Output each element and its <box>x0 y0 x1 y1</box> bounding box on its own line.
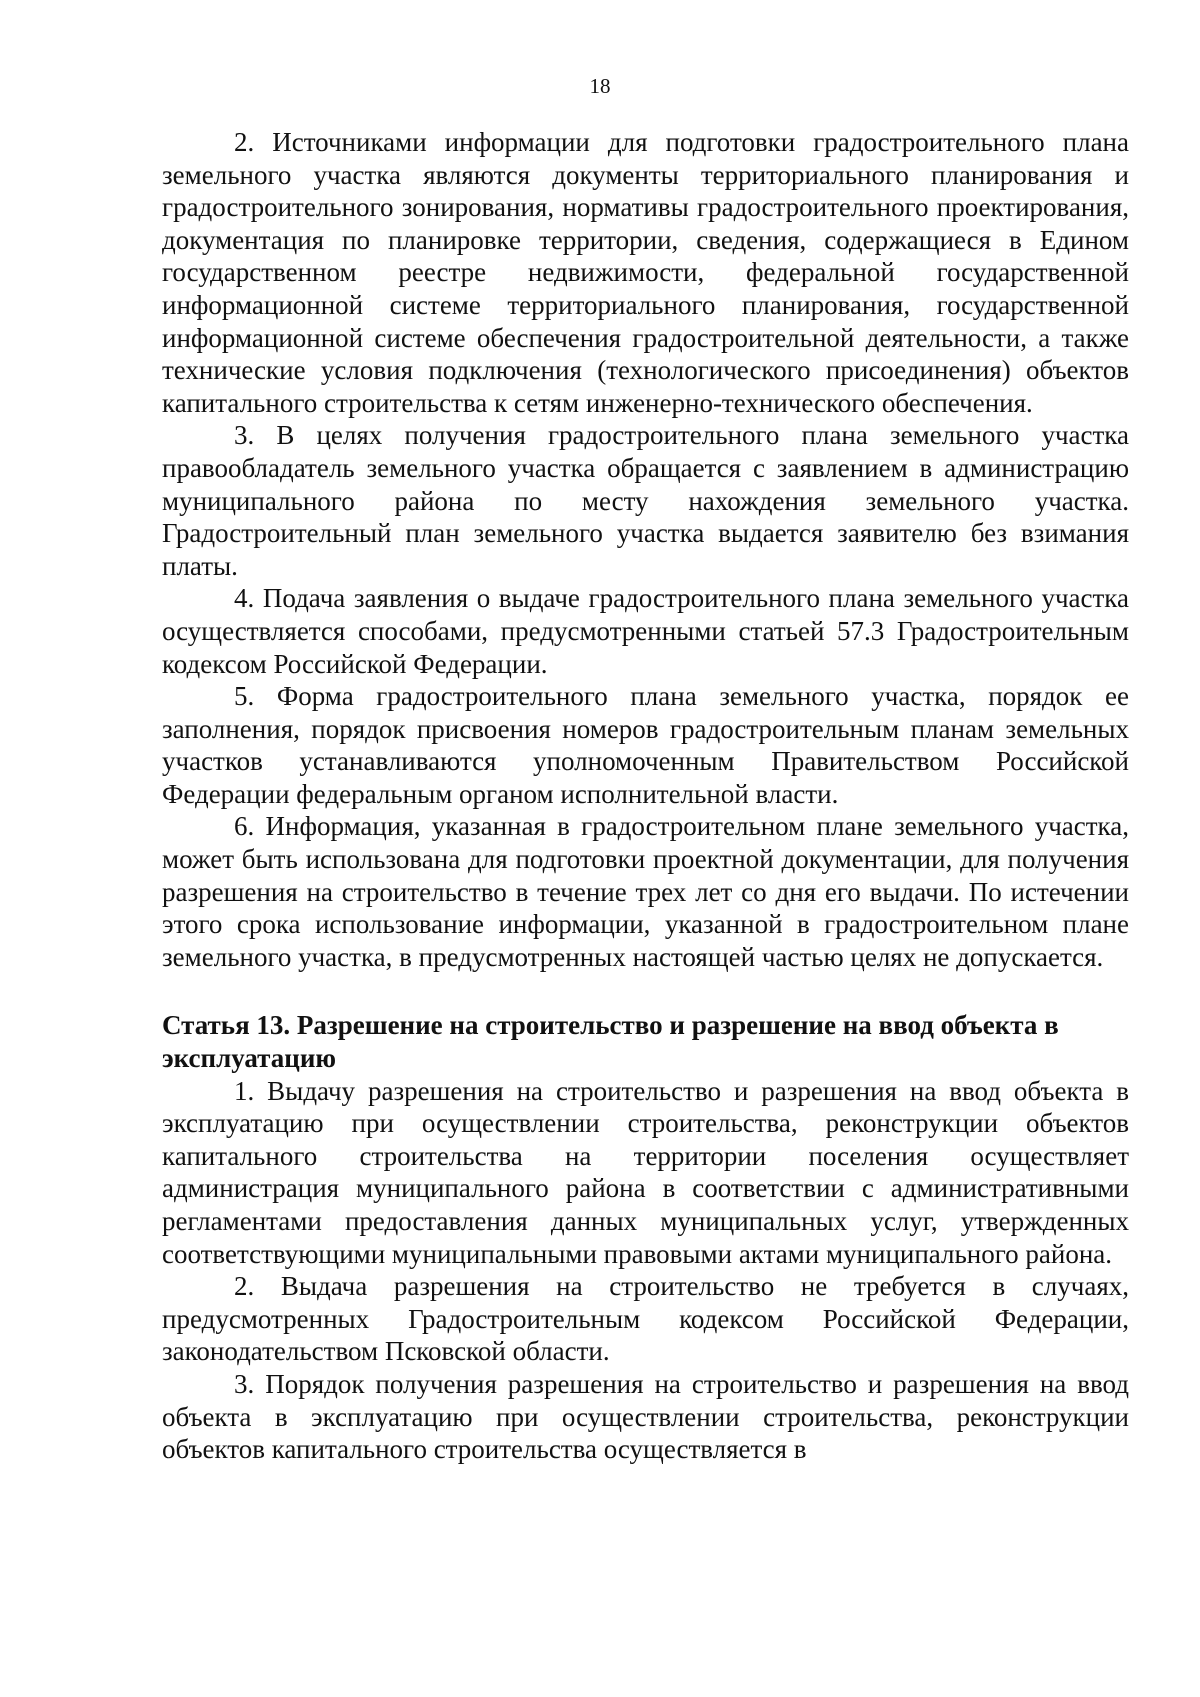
article-13-paragraph-2: 2. Выдача разрешения на строительство не требуется в случаях, предусмотренных Градостроительным кодексом Российской Федерации, законодательством Псковской области. <box>162 1271 1129 1367</box>
article-13-paragraph-3: 3. Порядок получения разрешения на строительство и разрешения на ввод объекта в эксплуатацию при осуществлении строительства, реконструкции объектов капитального строительства осуществляется в <box>162 1368 1129 1465</box>
paragraph-6-plan-validity: 6. Информация, указанная в градостроительном плане земельного участка, может быть использована для подготовки проектной документации, для получения разрешения на строительство в течение трех лет со дня его выдачи. По истечении этого срока использование информации, указанной в градостроительном плане земельного участка, в предусмотренных настоящей частью целях не допускается. <box>162 811 1129 972</box>
paragraph-5-plan-form: 5. Форма градостроительного плана земельного участка, порядок ее заполнения, порядок присвоения номеров градостроительным планам земельных участков устанавливаются уполномоченным Правительством Российской Федерации федеральным органом исполнительной власти. <box>162 681 1129 809</box>
document-body <box>162 126 1129 1466</box>
paragraph-2-information-sources: 2. Источниками информации для подготовки градостроительного плана земельного участка являются документы территориального планирования и градостроительного зонирования, нормативы градостроительного проектирования, документация по планировке территории, сведения, содержащиеся в Едином государственном реестре недвижимости, федеральной государственной информационной системе территориального планирования, государственной информационной системе обеспечения градостроительной деятельности, а также технические условия подключения (технологического присоединения) объектов капитального строительства к сетям инженерно-технического обеспечения. <box>162 127 1129 418</box>
paragraph-3-obtaining-plan: 3. В целях получения градостроительного плана земельного участка правообладатель земельного участка обращается с заявлением в администрацию муниципального района по месту нахождения земельного участка. Градостроительный план земельного участка выдается заявителю без взимания платы. <box>162 420 1129 581</box>
paragraph-4-application-submission: 4. Подача заявления о выдаче градостроительного плана земельного участка осуществляется способами, предусмотренными статьей 57.3 Градостроительным кодексом Российской Федерации. <box>162 583 1129 679</box>
article-13-paragraph-1: 1. Выдачу разрешения на строительство и разрешения на ввод объекта в эксплуатацию при осуществлении строительства, реконструкции объектов капитального строительства на территории поселения осуществляет администрация муниципального района в соответствии с административными регламентами предоставления данных муниципальных услуг, утвержденных соответствующими муниципальными правовыми актами муниципального района. <box>162 1075 1129 1269</box>
page-number: 18 <box>589 74 611 98</box>
article-13-heading: Статья 13. Разрешение на строительство и разрешение на ввод объекта в эксплуатацию <box>162 1010 1059 1074</box>
